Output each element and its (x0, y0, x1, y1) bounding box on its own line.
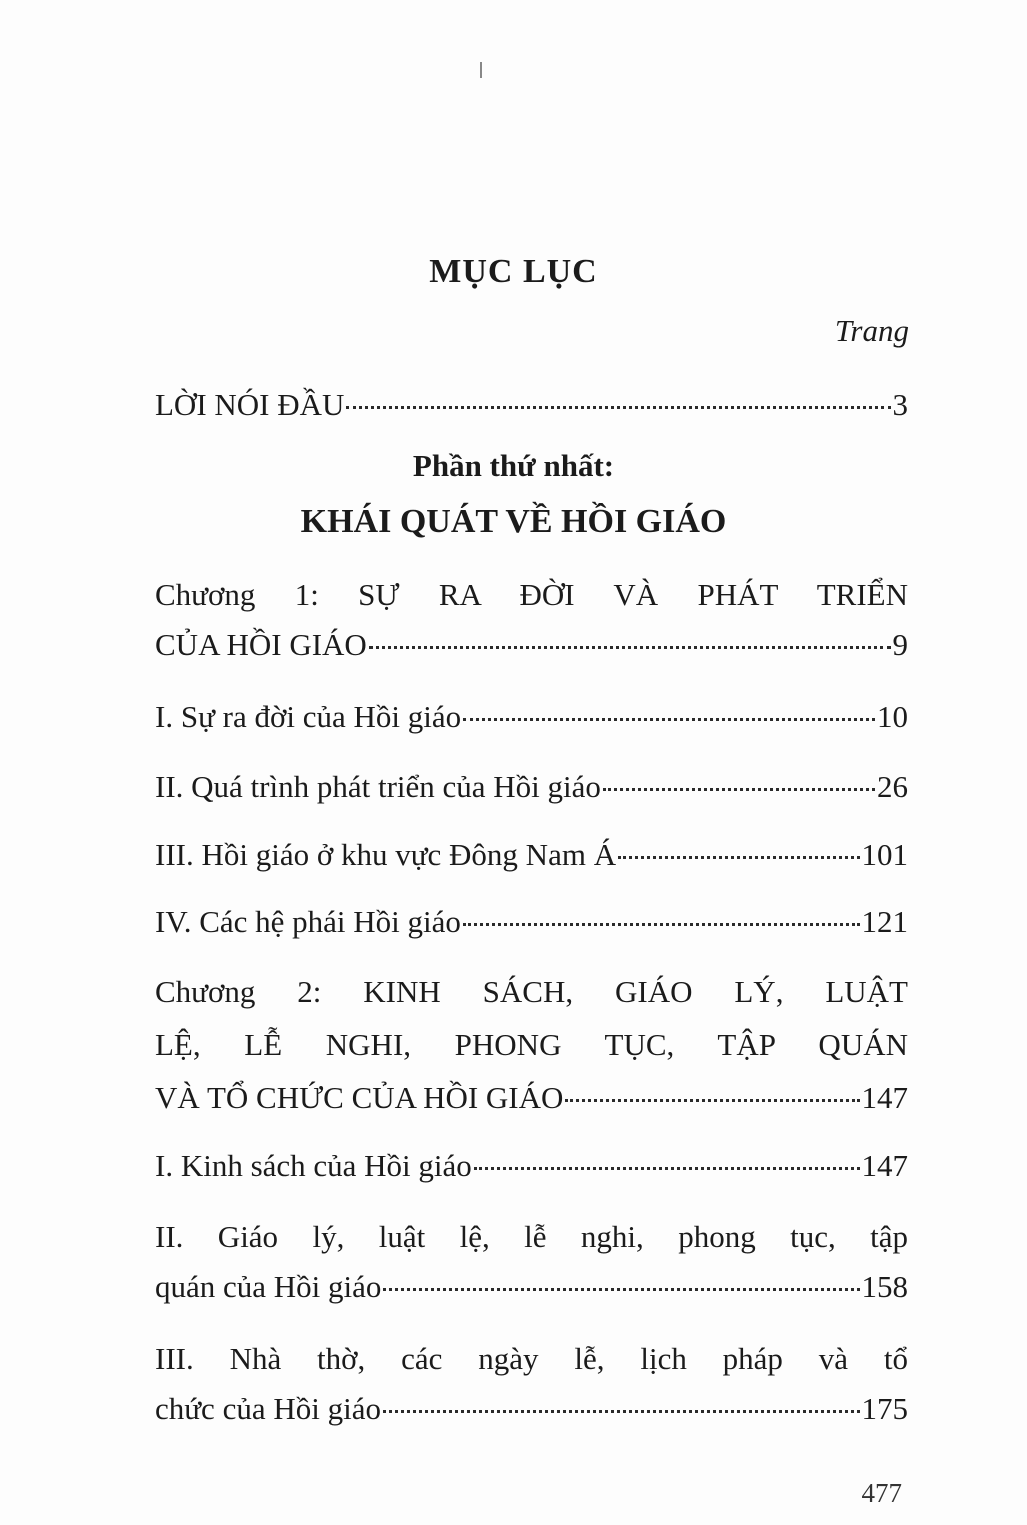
toc-entry-page: 158 (861, 1269, 908, 1304)
leader-dots (346, 406, 890, 409)
page-number: 477 (861, 1478, 902, 1508)
toc-entry-text: LỆ, LỄ NGHI, PHONG TỤC, TẬP QUÁN (155, 1027, 908, 1062)
leader-dots (565, 1099, 859, 1102)
page-column-label: Trang (834, 313, 909, 348)
toc-entry-text: I. Kinh sách của Hồi giáo (155, 1148, 472, 1183)
toc-title: MỤC LỤC (429, 253, 598, 290)
toc-entry-text: LỜI NÓI ĐẦU (155, 387, 345, 422)
toc-entry-text: VÀ TỔ CHỨC CỦA HỒI GIÁO (155, 1080, 564, 1115)
toc-entry-page: 121 (861, 904, 908, 939)
toc-entry-section (155, 762, 908, 812)
part-title: KHÁI QUÁT VỀ HỒI GIÁO (300, 503, 727, 540)
toc-entry-text: quán của Hồi giáo (155, 1269, 382, 1304)
leader-dots (369, 646, 891, 649)
toc-entry-text: I. Sự ra đời của Hồi giáo (155, 699, 462, 734)
leader-dots (474, 1167, 860, 1170)
toc-entry-section (155, 1141, 908, 1191)
toc-entry-page: 3 (892, 387, 908, 422)
toc-entry-section (155, 1212, 908, 1312)
print-mark (480, 62, 482, 78)
leader-dots (603, 788, 875, 791)
toc-entry-text: II. Giáo lý, luật lệ, lễ nghi, phong tục, tập (155, 1219, 908, 1254)
toc-entry-text: CỦA HỒI GIÁO (155, 627, 367, 662)
toc-entry-text: IV. Các hệ phái Hồi giáo (155, 904, 461, 939)
leader-dots (463, 718, 875, 721)
toc-entry-page: 101 (861, 837, 908, 872)
toc-entry-section (155, 1334, 908, 1434)
toc-entry-section (155, 897, 908, 947)
toc-entry-page: 9 (892, 627, 908, 662)
toc-entry-section (155, 692, 908, 742)
leader-dots (383, 1410, 860, 1413)
toc-entry-text: Chương 1: SỰ RA ĐỜI VÀ PHÁT TRIỂN (155, 577, 908, 612)
toc-entry-chapter-2 (155, 967, 908, 1123)
toc-entry-section (155, 830, 908, 880)
toc-entry-text: chức của Hồi giáo (155, 1391, 381, 1426)
toc-entry-chapter-1 (155, 570, 908, 670)
leader-dots (463, 923, 860, 926)
toc-entry-page: 10 (877, 699, 908, 734)
toc-entry-text: Chương 2: KINH SÁCH, GIÁO LÝ, LUẬT (155, 974, 908, 1009)
toc-entry-page: 147 (861, 1148, 908, 1183)
leader-dots (383, 1288, 859, 1291)
toc-entry-preface (155, 380, 908, 430)
toc-entry-page: 26 (877, 769, 908, 804)
toc-entry-text: II. Quá trình phát triển của Hồi giáo (155, 769, 601, 804)
toc-entry-page: 175 (861, 1391, 908, 1426)
toc-entry-text: III. Hồi giáo ở khu vực Đông Nam Á (155, 837, 617, 872)
toc-entry-page: 147 (861, 1080, 908, 1115)
leader-dots (618, 856, 859, 859)
part-label: Phần thứ nhất: (412, 448, 615, 483)
toc-entry-text: III. Nhà thờ, các ngày lễ, lịch pháp và tổ (155, 1341, 908, 1376)
